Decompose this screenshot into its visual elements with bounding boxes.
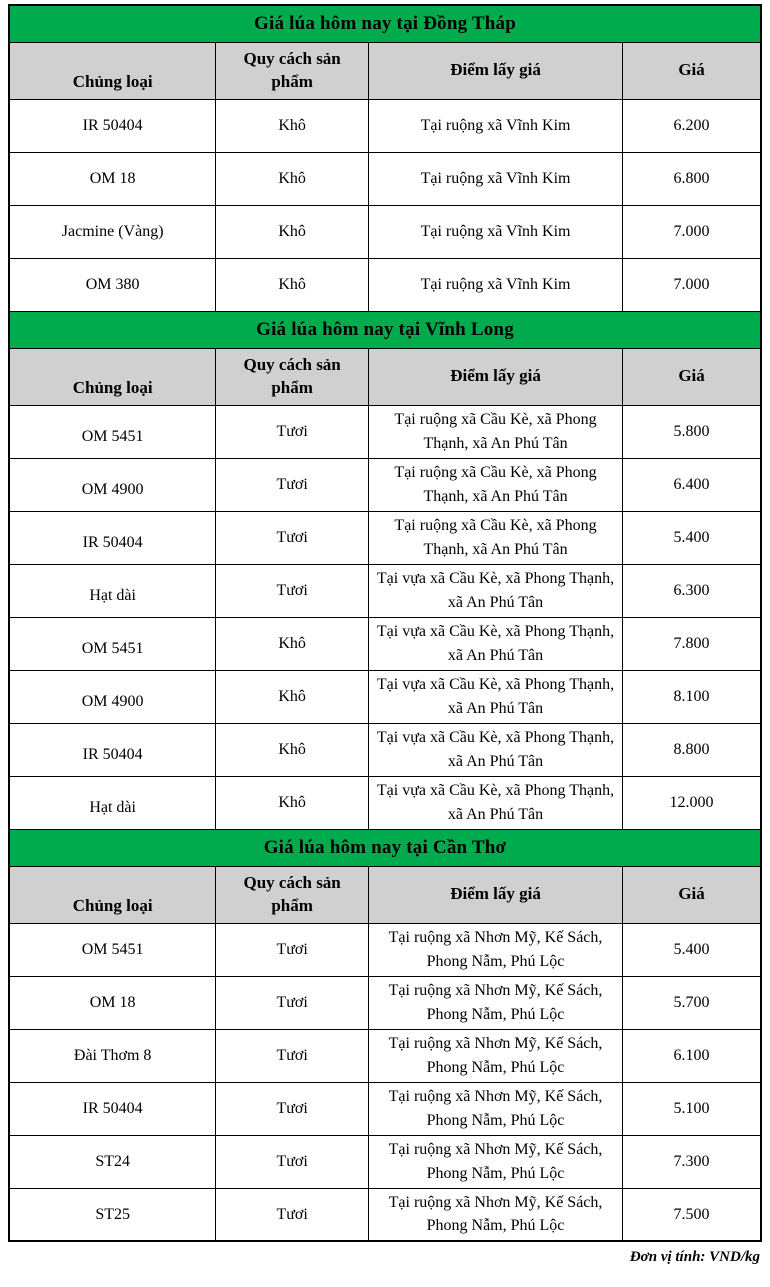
- column-header-spec: Quy cách sản phẩm: [216, 348, 369, 405]
- table-row: [9, 923, 761, 976]
- price-cell: 6.400: [623, 458, 761, 511]
- variety-cell: IR 50404: [9, 1082, 216, 1135]
- section-title: Giá lúa hôm nay tại Đồng Tháp: [9, 5, 761, 42]
- spec-cell: Khô: [216, 258, 369, 311]
- column-header-variety: Chủng loại: [9, 42, 216, 99]
- variety-cell: Hạt dài: [9, 564, 216, 617]
- table-row: [9, 976, 761, 1029]
- section-title-row: [9, 829, 761, 866]
- location-cell: Tại vựa xã Cầu Kè, xã Phong Thạnh, xã An Phú Tân: [368, 617, 622, 670]
- location-cell: Tại ruộng xã Nhơn Mỹ, Kế Sách, Phong Nẫm, Phú Lộc: [368, 976, 622, 1029]
- table-row: [9, 205, 761, 258]
- column-header-price: Giá: [623, 348, 761, 405]
- variety-cell: OM 5451: [9, 923, 216, 976]
- column-header-spec: Quy cách sản phẩm: [216, 42, 369, 99]
- spec-cell: Khô: [216, 99, 369, 152]
- variety-cell: OM 4900: [9, 458, 216, 511]
- column-header-price: Giá: [623, 42, 761, 99]
- location-cell: Tại ruộng xã Cầu Kè, xã Phong Thạnh, xã An Phú Tân: [368, 511, 622, 564]
- table-row: [9, 405, 761, 458]
- price-section: [9, 5, 761, 311]
- location-cell: Tại ruộng xã Nhơn Mỹ, Kế Sách, Phong Nẫm, Phú Lộc: [368, 1082, 622, 1135]
- section-title-row: [9, 5, 761, 42]
- section-title-row: [9, 311, 761, 348]
- price-cell: 12.000: [623, 776, 761, 829]
- variety-cell: IR 50404: [9, 723, 216, 776]
- spec-cell: Khô: [216, 205, 369, 258]
- location-cell: Tại vựa xã Cầu Kè, xã Phong Thạnh, xã An Phú Tân: [368, 670, 622, 723]
- price-section: [9, 829, 761, 1241]
- variety-cell: OM 4900: [9, 670, 216, 723]
- spec-cell: Tươi: [216, 1082, 369, 1135]
- price-cell: 5.100: [623, 1082, 761, 1135]
- table-row: [9, 564, 761, 617]
- table-row: [9, 152, 761, 205]
- spec-cell: Tươi: [216, 458, 369, 511]
- table-row: [9, 258, 761, 311]
- location-cell: Tại ruộng xã Nhơn Mỹ, Kế Sách, Phong Nẫm, Phú Lộc: [368, 1029, 622, 1082]
- variety-cell: OM 5451: [9, 617, 216, 670]
- price-cell: 6.800: [623, 152, 761, 205]
- variety-cell: IR 50404: [9, 99, 216, 152]
- price-cell: 7.500: [623, 1188, 761, 1241]
- spec-cell: Khô: [216, 723, 369, 776]
- location-cell: Tại vựa xã Cầu Kè, xã Phong Thạnh, xã An Phú Tân: [368, 564, 622, 617]
- column-header-row: [9, 866, 761, 923]
- location-cell: Tại ruộng xã Vĩnh Kim: [368, 152, 622, 205]
- price-cell: 6.300: [623, 564, 761, 617]
- location-cell: Tại ruộng xã Nhơn Mỹ, Kế Sách, Phong Nẫm, Phú Lộc: [368, 1188, 622, 1241]
- table-row: [9, 776, 761, 829]
- unit-note: Đơn vị tính: VND/kg: [629, 1249, 760, 1265]
- price-cell: 7.000: [623, 258, 761, 311]
- table-row: [9, 99, 761, 152]
- spec-cell: Tươi: [216, 1135, 369, 1188]
- price-section: [9, 311, 761, 829]
- price-cell: 8.800: [623, 723, 761, 776]
- spec-cell: Tươi: [216, 976, 369, 1029]
- variety-cell: OM 18: [9, 152, 216, 205]
- column-header-row: [9, 348, 761, 405]
- location-cell: Tại vựa xã Cầu Kè, xã Phong Thạnh, xã An Phú Tân: [368, 723, 622, 776]
- variety-cell: OM 5451: [9, 405, 216, 458]
- location-cell: Tại ruộng xã Vĩnh Kim: [368, 205, 622, 258]
- spec-cell: Tươi: [216, 405, 369, 458]
- price-cell: 7.800: [623, 617, 761, 670]
- price-table: [8, 4, 762, 1242]
- table-row: [9, 511, 761, 564]
- variety-cell: Đài Thơm 8: [9, 1029, 216, 1082]
- column-header-spec: Quy cách sản phẩm: [216, 866, 369, 923]
- section-title: Giá lúa hôm nay tại Vĩnh Long: [9, 311, 761, 348]
- price-cell: 6.200: [623, 99, 761, 152]
- spec-cell: Khô: [216, 152, 369, 205]
- table-row: [9, 617, 761, 670]
- price-cell: 5.700: [623, 976, 761, 1029]
- variety-cell: Hạt dài: [9, 776, 216, 829]
- price-cell: 7.300: [623, 1135, 761, 1188]
- spec-cell: Tươi: [216, 511, 369, 564]
- spec-cell: Khô: [216, 617, 369, 670]
- spec-cell: Tươi: [216, 1188, 369, 1241]
- table-row: [9, 458, 761, 511]
- table-row: [9, 723, 761, 776]
- section-title: Giá lúa hôm nay tại Cần Thơ: [9, 829, 761, 866]
- column-header-price: Giá: [623, 866, 761, 923]
- column-header-variety: Chủng loại: [9, 348, 216, 405]
- variety-cell: OM 18: [9, 976, 216, 1029]
- table-row: [9, 1082, 761, 1135]
- location-cell: Tại ruộng xã Nhơn Mỹ, Kế Sách, Phong Nẫm, Phú Lộc: [368, 923, 622, 976]
- variety-cell: ST25: [9, 1188, 216, 1241]
- location-cell: Tại ruộng xã Cầu Kè, xã Phong Thạnh, xã An Phú Tân: [368, 405, 622, 458]
- spec-cell: Tươi: [216, 1029, 369, 1082]
- location-cell: Tại vựa xã Cầu Kè, xã Phong Thạnh, xã An Phú Tân: [368, 776, 622, 829]
- price-cell: 5.400: [623, 923, 761, 976]
- table-row: [9, 1188, 761, 1241]
- column-header-location: Điểm lấy giá: [368, 42, 622, 99]
- location-cell: Tại ruộng xã Vĩnh Kim: [368, 99, 622, 152]
- price-cell: 5.800: [623, 405, 761, 458]
- column-header-row: [9, 42, 761, 99]
- price-cell: 7.000: [623, 205, 761, 258]
- location-cell: Tại ruộng xã Cầu Kè, xã Phong Thạnh, xã An Phú Tân: [368, 458, 622, 511]
- spec-cell: Khô: [216, 776, 369, 829]
- variety-cell: IR 50404: [9, 511, 216, 564]
- column-header-location: Điểm lấy giá: [368, 348, 622, 405]
- column-header-variety: Chủng loại: [9, 866, 216, 923]
- table-row: [9, 1135, 761, 1188]
- price-cell: 6.100: [623, 1029, 761, 1082]
- spec-cell: Tươi: [216, 564, 369, 617]
- location-cell: Tại ruộng xã Nhơn Mỹ, Kế Sách, Phong Nẫm, Phú Lộc: [368, 1135, 622, 1188]
- price-cell: 5.400: [623, 511, 761, 564]
- location-cell: Tại ruộng xã Vĩnh Kim: [368, 258, 622, 311]
- spec-cell: Tươi: [216, 923, 369, 976]
- variety-cell: ST24: [9, 1135, 216, 1188]
- spec-cell: Khô: [216, 670, 369, 723]
- table-row: [9, 670, 761, 723]
- price-cell: 8.100: [623, 670, 761, 723]
- variety-cell: Jacmine (Vàng): [9, 205, 216, 258]
- table-row: [9, 1029, 761, 1082]
- column-header-location: Điểm lấy giá: [368, 866, 622, 923]
- variety-cell: OM 380: [9, 258, 216, 311]
